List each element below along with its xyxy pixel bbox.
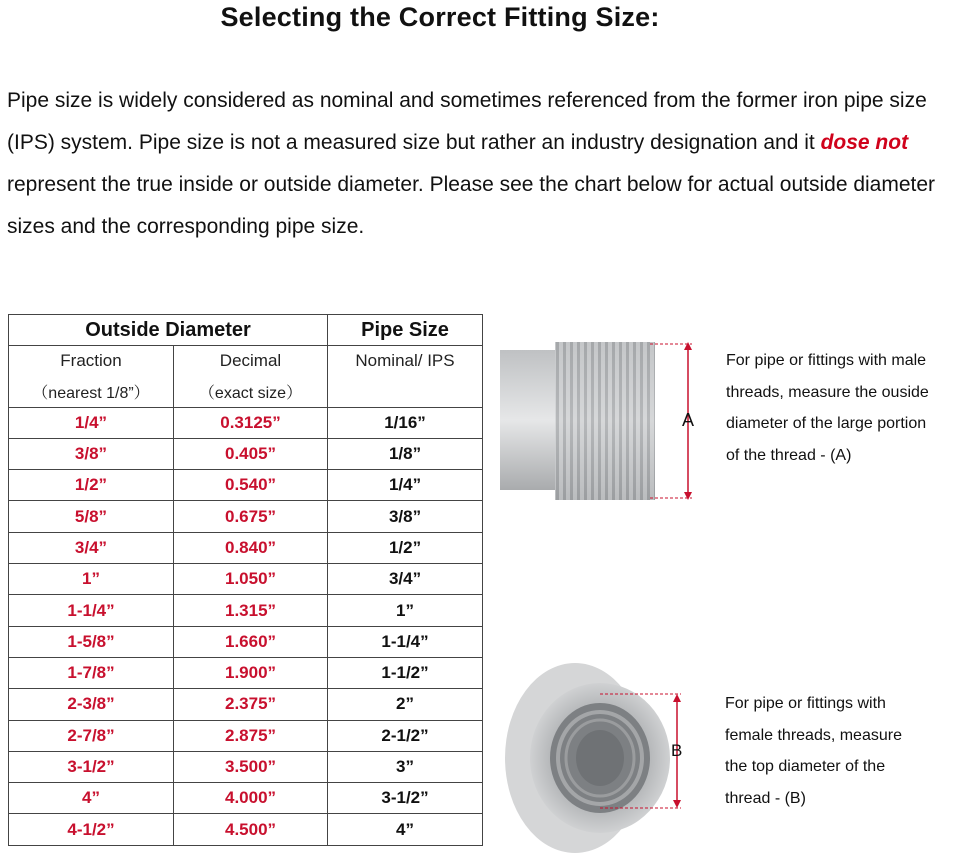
pipe-size-cell: 1” <box>328 595 483 626</box>
intro-paragraph <box>7 80 947 248</box>
page-title: Selecting the Correct Fitting Size: <box>220 2 660 32</box>
col-pipe: Nominal/ IPS <box>328 346 483 377</box>
decimal-cell: 1.315” <box>174 595 328 626</box>
decimal-cell: 0.675” <box>174 501 328 532</box>
table-row <box>9 564 483 595</box>
fraction-cell: 1” <box>9 564 174 595</box>
size-table <box>8 314 483 846</box>
col-fraction: Fraction <box>9 346 174 377</box>
fraction-cell: 2-3/8” <box>9 689 174 720</box>
pipe-size-cell: 1/16” <box>328 407 483 438</box>
decimal-cell: 1.050” <box>174 564 328 595</box>
table-row <box>9 657 483 688</box>
decimal-cell: 4.000” <box>174 783 328 814</box>
col-fraction-sub: （nearest 1/8”） <box>9 376 174 407</box>
table-subheader-row-2 <box>9 376 483 407</box>
fraction-cell: 5/8” <box>9 501 174 532</box>
intro-text-2: represent the true inside or outside diameter. Please see the chart below for actual outside diameter sizes and the corresponding pipe size. <box>7 173 936 238</box>
header-pipe-size: Pipe Size <box>328 315 483 346</box>
decimal-cell: 1.900” <box>174 657 328 688</box>
decimal-cell: 2.375” <box>174 689 328 720</box>
pipe-size-cell: 1/2” <box>328 532 483 563</box>
table-row <box>9 532 483 563</box>
male-note-line: diameter of the large portion <box>726 415 927 432</box>
table-header-row <box>9 315 483 346</box>
pipe-size-cell: 3/4” <box>328 564 483 595</box>
col-pipe-sub <box>328 376 483 407</box>
header-outside-diameter: Outside Diameter <box>9 315 328 346</box>
male-note-line: For pipe or fittings with male <box>726 352 927 369</box>
male-label-a: A <box>682 410 695 430</box>
decimal-cell: 1.660” <box>174 626 328 657</box>
col-decimal-sub: （exact size） <box>174 376 328 407</box>
decimal-cell: 0.540” <box>174 470 328 501</box>
decimal-cell: 2.875” <box>174 720 328 751</box>
table-row <box>9 438 483 469</box>
decimal-cell: 4.500” <box>174 814 328 845</box>
table-row <box>9 470 483 501</box>
pipe-size-cell: 1-1/2” <box>328 657 483 688</box>
male-note <box>726 345 929 471</box>
col-decimal: Decimal <box>174 346 328 377</box>
intro-text-1: Pipe size is widely considered as nominal and sometimes referenced from the former iron pipe size (IPS) system. Pipe size is not a measured size but rather an industry designation and it <box>7 89 927 154</box>
fraction-cell: 3/8” <box>9 438 174 469</box>
fraction-cell: 1/4” <box>9 407 174 438</box>
table-row <box>9 595 483 626</box>
fraction-cell: 1-5/8” <box>9 626 174 657</box>
female-note-line: thread - (B) <box>725 789 806 807</box>
fraction-cell: 1-1/4” <box>9 595 174 626</box>
table-row <box>9 501 483 532</box>
pipe-size-cell: 3-1/2” <box>328 783 483 814</box>
fraction-cell: 4” <box>9 783 174 814</box>
table-subheader-row <box>9 346 483 377</box>
male-note-line: threads, measure the ouside <box>726 383 929 401</box>
fraction-cell: 3-1/2” <box>9 751 174 782</box>
female-note-line: the top diameter of the <box>725 758 886 775</box>
fraction-cell: 2-7/8” <box>9 720 174 751</box>
table-row <box>9 783 483 814</box>
fraction-cell: 1/2” <box>9 470 174 501</box>
pipe-size-cell: 1/4” <box>328 470 483 501</box>
female-note-line: female threads, measure <box>725 726 902 744</box>
decimal-cell: 0.3125” <box>174 407 328 438</box>
female-label-b: B <box>671 741 683 760</box>
pipe-size-cell: 1-1/4” <box>328 626 483 657</box>
pipe-size-cell: 1/8” <box>328 438 483 469</box>
female-note <box>725 688 902 814</box>
female-note-line: For pipe or fittings with <box>725 695 886 712</box>
table-row <box>9 407 483 438</box>
fraction-cell: 3/4” <box>9 532 174 563</box>
pipe-size-cell: 2-1/2” <box>328 720 483 751</box>
fraction-cell: 1-7/8” <box>9 657 174 688</box>
decimal-cell: 0.405” <box>174 438 328 469</box>
table-row <box>9 689 483 720</box>
table-row <box>9 626 483 657</box>
pipe-size-cell: 3” <box>328 751 483 782</box>
fraction-cell: 4-1/2” <box>9 814 174 845</box>
male-note-line: of the thread - (A) <box>726 446 852 464</box>
pipe-size-cell: 3/8” <box>328 501 483 532</box>
table-row <box>9 814 483 845</box>
decimal-cell: 3.500” <box>174 751 328 782</box>
pipe-size-cell: 4” <box>328 814 483 845</box>
intro-emphasis: dose not <box>820 131 909 154</box>
decimal-cell: 0.840” <box>174 532 328 563</box>
table-row <box>9 720 483 751</box>
table-row <box>9 751 483 782</box>
male-thread-photo <box>500 340 700 502</box>
pipe-size-cell: 2” <box>328 689 483 720</box>
